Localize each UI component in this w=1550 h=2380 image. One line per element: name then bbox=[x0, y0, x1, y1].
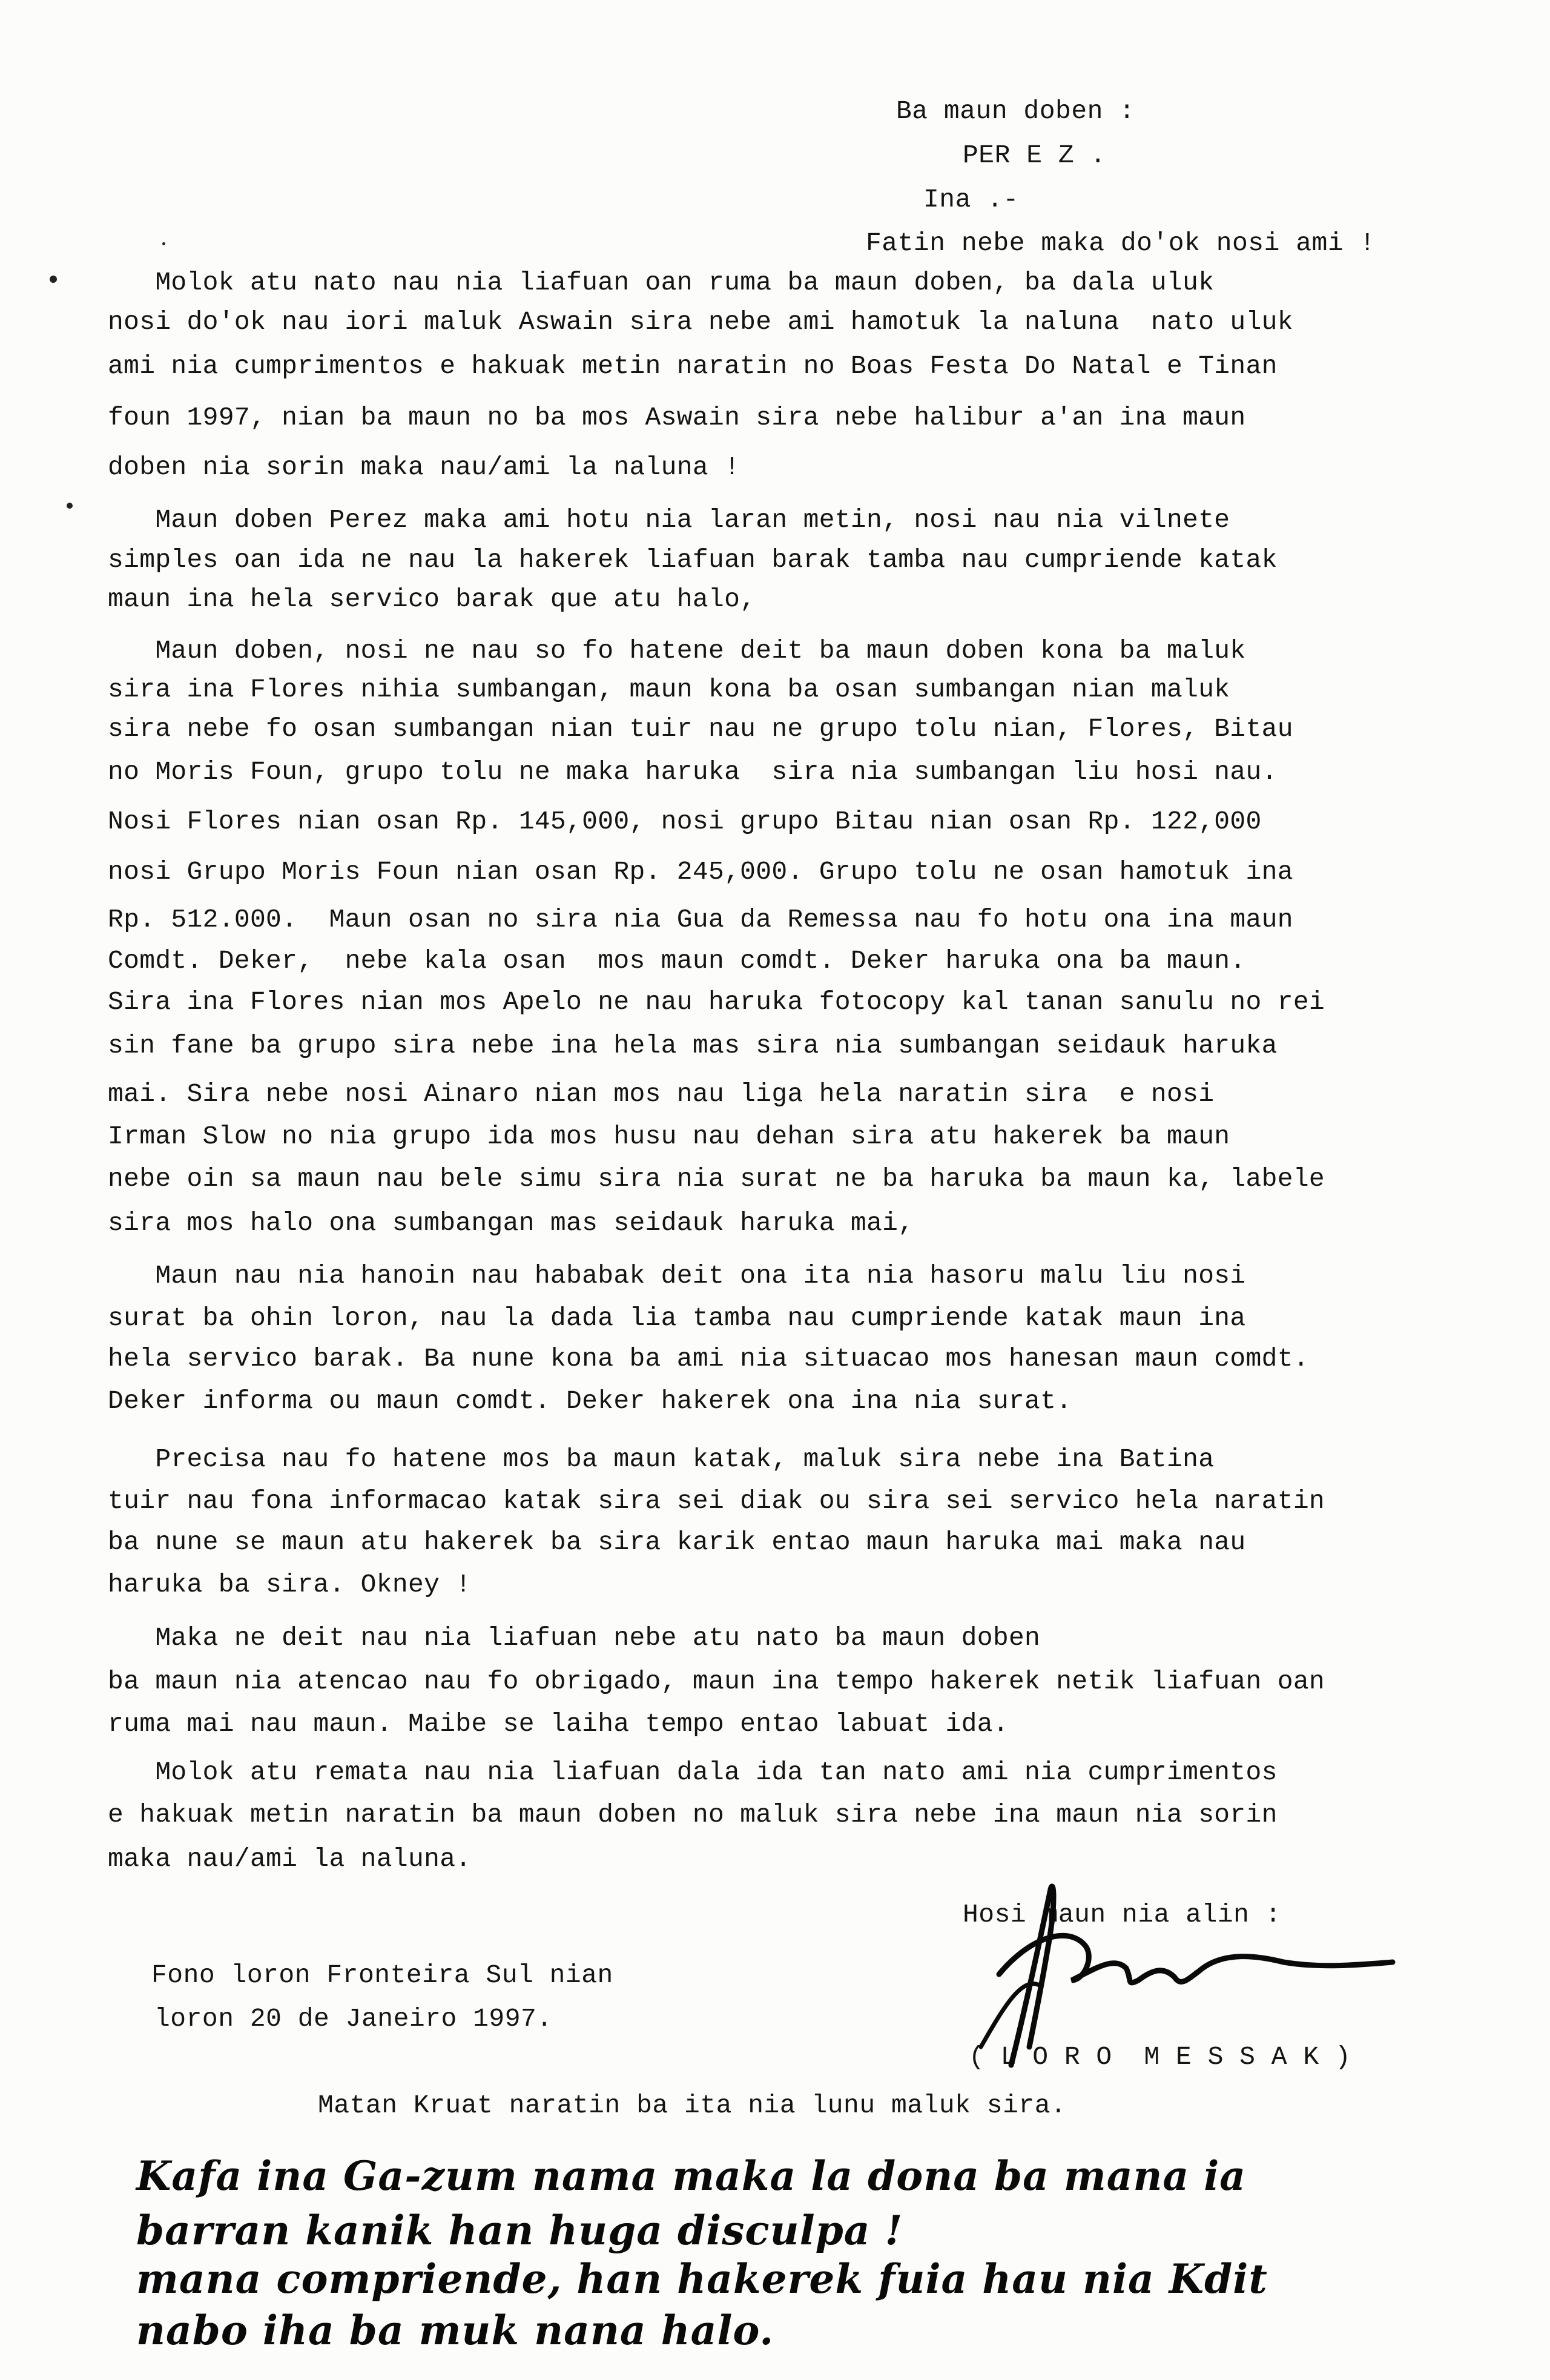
body-line: Maka ne deit nau nia liafuan nebe atu nato ba maun doben bbox=[108, 1623, 1041, 1653]
body-line: Deker informa ou maun comdt. Deker hakerek ona ina nia surat. bbox=[108, 1386, 1072, 1416]
handwritten-line: nabo iha ba muk nana halo. bbox=[136, 2307, 774, 2354]
recipient-name: PER E Z . bbox=[963, 140, 1106, 170]
signer-name: ( L O R O M E S S A K ) bbox=[969, 2042, 1351, 2072]
body-line: Irman Slow no nia grupo ida mos husu nau dehan sira atu hakerek ba maun bbox=[108, 1122, 1230, 1151]
body-line: hela servico barak. Ba nune kona ba ami nia situacao mos hanesan maun comdt. bbox=[108, 1344, 1309, 1373]
body-line: maka nau/ami la naluna. bbox=[108, 1844, 472, 1874]
recipient-place: Ina .- bbox=[923, 185, 1019, 214]
body-line: sira mos halo ona sumbangan mas seidauk haruka mai, bbox=[108, 1208, 914, 1238]
body-line: ba nune se maun atu hakerek ba sira karik entao maun haruka mai maka nau bbox=[108, 1527, 1246, 1557]
body-line: Molok atu remata nau nia liafuan dala ida tan nato ami nia cumprimentos bbox=[108, 1757, 1278, 1787]
closing-date: loron 20 de Janeiro 1997. bbox=[154, 2004, 553, 2034]
closing-from: Hosi maun nia alin : bbox=[963, 1900, 1282, 1929]
body-line: foun 1997, nian ba maun no ba mos Aswain sira nebe halibur a'an ina maun bbox=[108, 403, 1246, 432]
body-line: haruka ba sira. Okney ! bbox=[108, 1570, 472, 1599]
scan-speck bbox=[67, 503, 73, 509]
footer-line: Matan Kruat naratin ba ita nia lunu maluk sira. bbox=[318, 2091, 1067, 2120]
body-line: no Moris Foun, grupo tolu ne maka haruka sira nia sumbangan liu hosi nau. bbox=[108, 757, 1278, 787]
body-line: nosi Grupo Moris Foun nian osan Rp. 245,000. Grupo tolu ne osan hamotuk ina bbox=[108, 857, 1293, 887]
body-line: Comdt. Deker, nebe kala osan mos maun comdt. Deker haruka ona ba maun. bbox=[108, 946, 1246, 976]
signature-mark bbox=[945, 1865, 1405, 2071]
body-line: nosi do'ok nau iori maluk Aswain sira nebe ami hamotuk la naluna nato uluk bbox=[108, 307, 1293, 337]
body-line: Maun nau nia hanoin nau hababak deit ona ita nia hasoru malu liu nosi bbox=[108, 1261, 1246, 1291]
body-line: Nosi Flores nian osan Rp. 145,000, nosi grupo Bitau nian osan Rp. 122,000 bbox=[108, 807, 1262, 836]
handwritten-line: barran kanik han huga disculpa ! bbox=[136, 2207, 903, 2254]
body-line: sira ina Flores nihia sumbangan, maun kona ba osan sumbangan nian maluk bbox=[108, 675, 1230, 704]
body-line: nebe oin sa maun nau bele simu sira nia surat ne ba haruka ba maun ka, labele bbox=[108, 1164, 1325, 1194]
scan-speck bbox=[162, 242, 165, 245]
body-line: doben nia sorin maka nau/ami la naluna ! bbox=[108, 452, 740, 482]
body-line: Rp. 512.000. Maun osan no sira nia Gua da Remessa nau fo hotu ona ina maun bbox=[108, 905, 1293, 934]
body-line: e hakuak metin naratin ba maun doben no maluk sira nebe ina maun nia sorin bbox=[108, 1800, 1278, 1830]
body-line: Molok atu nato nau nia liafuan oan ruma ba maun doben, ba dala uluk bbox=[108, 268, 1215, 297]
body-line: ruma mai nau maun. Maibe se laiha tempo entao labuat ida. bbox=[108, 1709, 1009, 1739]
body-line: Sira ina Flores nian mos Apelo ne nau haruka fotocopy kal tanan sanulu no rei bbox=[108, 987, 1325, 1017]
body-line: Maun doben, nosi ne nau so fo hatene deit ba maun doben kona ba maluk bbox=[108, 636, 1246, 666]
salutation: Fatin nebe maka do'ok nosi ami ! bbox=[866, 228, 1376, 258]
body-line: tuir nau fona informacao katak sira sei diak ou sira sei servico hela naratin bbox=[108, 1486, 1325, 1516]
body-line: Precisa nau fo hatene mos ba maun katak, maluk sira nebe ina Batina bbox=[108, 1444, 1215, 1474]
handwritten-line: Kafa ina Ga-zum nama maka la dona ba mana ia bbox=[136, 2152, 1247, 2200]
body-line: sin fane ba grupo sira nebe ina hela mas sira nia sumbangan seidauk haruka bbox=[108, 1031, 1278, 1060]
body-line: sira nebe fo osan sumbangan nian tuir nau ne grupo tolu nian, Flores, Bitau bbox=[108, 714, 1293, 744]
recipient-heading: Ba maun doben : bbox=[896, 96, 1135, 126]
body-line: simples oan ida ne nau la hakerek liafuan barak tamba nau cumpriende katak bbox=[108, 545, 1278, 575]
body-line: maun ina hela servico barak que atu halo, bbox=[108, 584, 756, 614]
closing-place: Fono loron Fronteira Sul nian bbox=[151, 1960, 613, 1990]
body-line: ami nia cumprimentos e hakuak metin naratin no Boas Festa Do Natal e Tinan bbox=[108, 351, 1278, 381]
body-line: Maun doben Perez maka ami hotu nia laran metin, nosi nau nia vilnete bbox=[108, 505, 1230, 535]
body-line: mai. Sira nebe nosi Ainaro nian mos nau liga hela naratin sira e nosi bbox=[108, 1079, 1215, 1109]
body-line: surat ba ohin loron, nau la dada lia tamba nau cumpriende katak maun ina bbox=[108, 1303, 1246, 1333]
scan-speck bbox=[50, 276, 57, 283]
handwritten-line: mana compriende, han hakerek fuia hau nia Kdit bbox=[136, 2255, 1268, 2302]
body-line: ba maun nia atencao nau fo obrigado, maun ina tempo hakerek netik liafuan oan bbox=[108, 1667, 1325, 1696]
